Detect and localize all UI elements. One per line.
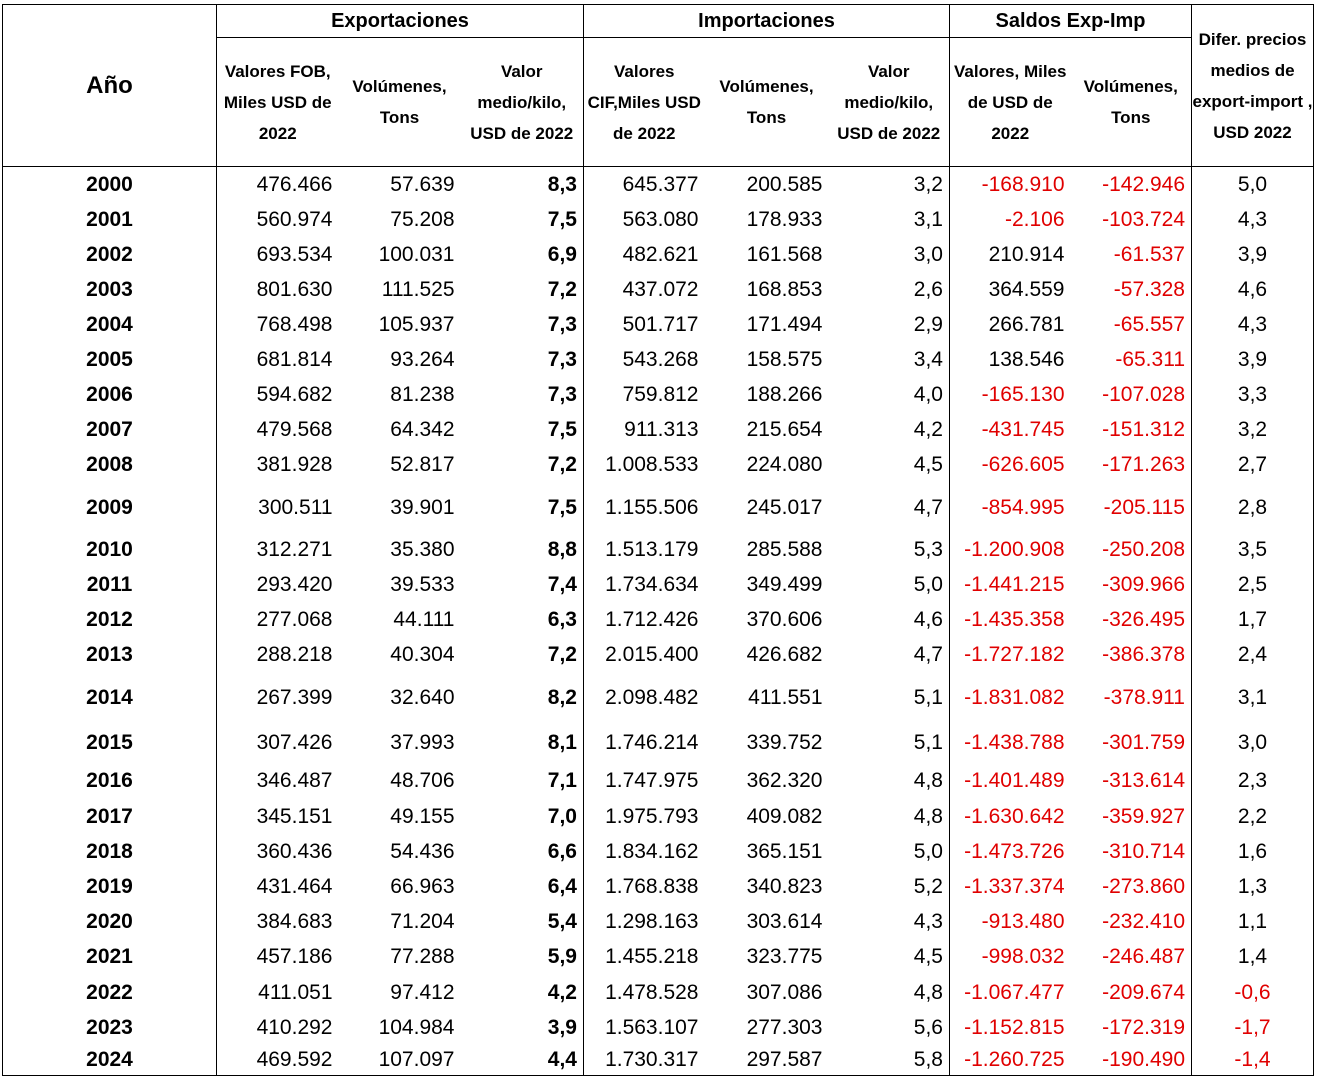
cell-difer: 2,2 [1192, 799, 1314, 835]
cell-imp-valores: 1.768.838 [584, 870, 705, 905]
cell-exp-valor-medio: 7,2 [547, 278, 577, 301]
cell-sal-volumenes: -310.714 [1102, 840, 1185, 863]
cell-imp-volumenes: 297.587 [705, 1046, 829, 1076]
cell-sal-valores: -998.032 [950, 940, 1071, 975]
cell-imp-valores: 543.268 [584, 343, 705, 378]
cell-imp-volumenes: 365.151 [746, 840, 823, 863]
cell-imp-valor-medio: 2,9 [913, 313, 943, 336]
cell-imp-volumenes: 370.606 [746, 608, 823, 631]
table-row [3, 870, 1314, 905]
cell-year: 2012 [3, 603, 217, 638]
cell-imp-volumenes: 285.588 [746, 538, 823, 561]
cell-imp-volumenes: 340.823 [746, 875, 823, 898]
cell-exp-valor-medio: 5,4 [547, 910, 577, 933]
cell-imp-volumenes: 245.017 [746, 495, 823, 519]
table-row [3, 568, 1314, 603]
cell-sal-valores: -626.605 [950, 448, 1071, 483]
cell-imp-volumenes: 178.933 [746, 208, 823, 231]
table-row [3, 483, 1314, 533]
cell-sal-valores: -913.480 [950, 905, 1071, 940]
cell-imp-valores: 1.155.506 [584, 483, 705, 533]
cell-exp-valor-medio: 8,2 [547, 685, 577, 709]
cell-imp-volumenes: 349.499 [746, 573, 823, 596]
cell-difer: 1,3 [1192, 870, 1314, 905]
table-row [3, 238, 1314, 273]
cell-imp-valor-medio: 4,8 [913, 768, 943, 792]
cell-year: 2017 [3, 799, 217, 835]
cell-imp-valor-medio: 4,5 [913, 453, 943, 476]
cell-sal-volumenes: -378.911 [1103, 685, 1185, 709]
table-row [3, 603, 1314, 638]
cell-sal-volumenes: -65.311 [1115, 348, 1185, 371]
cell-imp-valores: 501.717 [584, 308, 705, 343]
cell-exp-valores: 360.436 [217, 835, 339, 870]
cell-sal-valores: -1.337.374 [950, 870, 1071, 905]
cell-exp-valores: 312.271 [217, 533, 339, 568]
cell-exp-valor-medio: 4,2 [547, 980, 577, 1004]
cell-year: 2019 [3, 870, 217, 905]
cell-difer: 4,3 [1192, 203, 1314, 238]
cell-sal-valores: -1.435.358 [950, 603, 1071, 638]
cell-sal-valores: -1.401.489 [950, 763, 1071, 799]
cell-imp-valores: 1.298.163 [584, 905, 705, 940]
cell-imp-valor-medio: 4,8 [913, 804, 943, 828]
cell-difer: 3,1 [1192, 673, 1314, 723]
header-exp-volumenes: Volúmenes, Tons [339, 38, 461, 167]
header-imp-valor-medio: Valor medio/kilo, USD de 2022 [829, 38, 950, 167]
cell-imp-volumenes: 158.575 [746, 348, 823, 371]
cell-exp-volumenes: 81.238 [390, 383, 455, 406]
cell-year: 2011 [3, 568, 217, 603]
table-row [3, 533, 1314, 568]
cell-sal-valores: -1.200.908 [950, 533, 1071, 568]
cell-sal-valores: -1.152.815 [950, 1011, 1071, 1046]
cell-exp-valor-medio: 3,9 [547, 1016, 577, 1039]
cell-sal-volumenes: -151.312 [1102, 418, 1185, 441]
cell-imp-volumenes: 171.494 [746, 313, 823, 336]
cell-imp-valor-medio: 5,6 [913, 1016, 943, 1039]
cell-difer: -1,4 [1192, 1046, 1314, 1076]
cell-imp-valores: 1.513.179 [584, 533, 705, 568]
cell-exp-volumenes: 39.901 [390, 495, 455, 519]
table-row [3, 1046, 1314, 1076]
cell-year: 2002 [3, 238, 217, 273]
cell-year: 2010 [3, 533, 217, 568]
cell-year: 2014 [3, 673, 217, 723]
cell-imp-valores: 1.563.107 [584, 1011, 705, 1046]
cell-imp-valor-medio: 4,7 [913, 643, 943, 666]
cell-imp-valores: 1.746.214 [584, 723, 705, 763]
cell-imp-volumenes: 161.568 [746, 243, 823, 266]
cell-imp-valor-medio: 3,0 [913, 243, 943, 266]
cell-year: 2000 [3, 167, 217, 203]
cell-imp-volumenes: 409.082 [746, 804, 823, 828]
table-row [3, 799, 1314, 835]
header-exportaciones: Exportaciones [217, 5, 584, 38]
cell-exp-volumenes: 35.380 [390, 538, 455, 561]
cell-imp-valor-medio: 5,0 [913, 840, 943, 863]
cell-imp-valor-medio: 4,3 [913, 910, 943, 933]
cell-exp-valor-medio: 7,3 [547, 348, 577, 371]
cell-imp-valor-medio: 4,8 [913, 980, 943, 1004]
cell-difer: 2,4 [1192, 638, 1314, 673]
cell-imp-volumenes: 188.266 [746, 383, 823, 406]
cell-exp-volumenes: 93.264 [390, 348, 455, 371]
cell-year: 2022 [3, 975, 217, 1011]
cell-imp-valor-medio: 5,1 [913, 730, 943, 754]
cell-difer: 1,7 [1192, 603, 1314, 638]
cell-exp-volumenes: 39.533 [390, 573, 455, 596]
cell-imp-valor-medio: 4,6 [913, 608, 943, 631]
cell-imp-valores: 482.621 [584, 238, 705, 273]
cell-imp-valores: 1.455.218 [584, 940, 705, 975]
cell-exp-valores: 267.399 [217, 673, 339, 723]
cell-exp-valores: 457.186 [217, 940, 339, 975]
trade-table [2, 4, 1314, 1076]
cell-imp-volumenes: 426.682 [746, 643, 823, 666]
table-row [3, 203, 1314, 238]
cell-exp-volumenes: 75.208 [390, 208, 455, 231]
header-sal-valores: Valores, Miles de USD de 2022 [950, 38, 1071, 167]
cell-sal-volumenes: -61.537 [1113, 243, 1185, 266]
cell-year: 2021 [3, 940, 217, 975]
cell-imp-valores: 2.015.400 [584, 638, 705, 673]
table-row [3, 1011, 1314, 1046]
cell-exp-valores: 469.592 [217, 1046, 339, 1076]
cell-sal-valores: -1.727.182 [950, 638, 1071, 673]
cell-exp-valores: 300.511 [217, 483, 339, 533]
cell-imp-valores: 1.008.533 [584, 448, 705, 483]
header-imp-valores: Valores CIF,Miles USD de 2022 [584, 38, 705, 167]
cell-sal-valores: 138.546 [950, 343, 1071, 378]
cell-sal-volumenes: -359.927 [1102, 804, 1185, 828]
cell-sal-valores: -1.067.477 [950, 975, 1071, 1011]
cell-sal-valores: -1.473.726 [950, 835, 1071, 870]
cell-exp-valores: 277.068 [217, 603, 339, 638]
cell-difer: -0,6 [1192, 975, 1314, 1011]
cell-year: 2007 [3, 413, 217, 448]
header-difer: Difer. precios medios de export-import , USD 2022 [1192, 5, 1314, 167]
cell-difer: 3,5 [1192, 533, 1314, 568]
cell-exp-valor-medio: 7,5 [547, 418, 577, 441]
cell-imp-valores: 563.080 [584, 203, 705, 238]
cell-exp-volumenes: 71.204 [390, 910, 455, 933]
cell-year: 2020 [3, 905, 217, 940]
cell-difer: 1,4 [1192, 940, 1314, 975]
table-row [3, 343, 1314, 378]
cell-exp-valor-medio: 7,3 [547, 383, 577, 406]
cell-imp-volumenes: 303.614 [746, 910, 823, 933]
header-imp-volumenes: Volúmenes, Tons [705, 38, 829, 167]
cell-year: 2013 [3, 638, 217, 673]
cell-exp-valor-medio: 7,1 [547, 768, 577, 792]
cell-sal-valores: -1.260.725 [950, 1046, 1071, 1076]
cell-difer: 1,6 [1192, 835, 1314, 870]
cell-exp-valores: 288.218 [217, 638, 339, 673]
table-row [3, 413, 1314, 448]
cell-imp-valores: 1.734.634 [584, 568, 705, 603]
cell-sal-volumenes: -326.495 [1102, 608, 1185, 631]
cell-sal-valores: -1.438.788 [950, 723, 1071, 763]
cell-year: 2004 [3, 308, 217, 343]
cell-imp-valores: 759.812 [584, 378, 705, 413]
cell-exp-valor-medio: 5,9 [547, 945, 577, 968]
cell-exp-valor-medio: 8,1 [547, 730, 577, 754]
cell-exp-valores: 693.534 [217, 238, 339, 273]
cell-exp-valores: 293.420 [217, 568, 339, 603]
cell-sal-valores: -165.130 [950, 378, 1071, 413]
cell-exp-valor-medio: 6,4 [547, 875, 577, 898]
table-row [3, 723, 1314, 763]
cell-imp-valores: 1.834.162 [584, 835, 705, 870]
cell-exp-volumenes: 107.097 [339, 1046, 461, 1076]
cell-exp-valor-medio: 4,4 [461, 1046, 584, 1076]
table-row [3, 167, 1314, 203]
cell-exp-valores: 801.630 [217, 273, 339, 308]
cell-year: 2003 [3, 273, 217, 308]
cell-year: 2009 [3, 483, 217, 533]
cell-exp-valores: 410.292 [217, 1011, 339, 1046]
cell-sal-volumenes: -57.328 [1113, 278, 1185, 301]
cell-exp-volumenes: 37.993 [390, 730, 455, 754]
cell-imp-valor-medio: 4,0 [913, 383, 943, 406]
cell-exp-volumenes: 66.963 [390, 875, 455, 898]
cell-difer: 4,6 [1192, 273, 1314, 308]
cell-year: 2005 [3, 343, 217, 378]
cell-exp-volumenes: 49.155 [390, 804, 455, 828]
cell-difer: 1,1 [1192, 905, 1314, 940]
cell-sal-volumenes: -103.724 [1102, 208, 1185, 231]
cell-imp-valores: 1.747.975 [584, 763, 705, 799]
cell-imp-valores: 911.313 [584, 413, 705, 448]
cell-sal-volumenes: -313.614 [1102, 768, 1185, 792]
cell-exp-valor-medio: 6,6 [547, 840, 577, 863]
cell-imp-valores: 437.072 [584, 273, 705, 308]
cell-sal-volumenes: -172.319 [1102, 1016, 1185, 1039]
cell-imp-valores: 1.975.793 [584, 799, 705, 835]
cell-difer: 3,2 [1192, 413, 1314, 448]
cell-exp-volumenes: 48.706 [390, 768, 455, 792]
cell-difer: 2,3 [1192, 763, 1314, 799]
cell-imp-volumenes: 200.585 [746, 172, 823, 196]
cell-imp-volumenes: 224.080 [746, 453, 823, 476]
cell-year: 2023 [3, 1011, 217, 1046]
table-row [3, 905, 1314, 940]
cell-exp-valor-medio: 7,5 [547, 208, 577, 231]
cell-sal-volumenes: -273.860 [1102, 875, 1185, 898]
cell-exp-valores: 381.928 [217, 448, 339, 483]
table-row [3, 835, 1314, 870]
cell-sal-valores: -1.630.642 [950, 799, 1071, 835]
cell-exp-volumenes: 40.304 [390, 643, 455, 666]
cell-imp-volumenes: 411.551 [748, 685, 823, 709]
cell-exp-volumenes: 97.412 [390, 980, 455, 1004]
cell-difer: 3,9 [1192, 343, 1314, 378]
cell-sal-volumenes: -309.966 [1102, 573, 1185, 596]
cell-sal-valores: -431.745 [950, 413, 1071, 448]
cell-sal-volumenes: -65.557 [1113, 313, 1185, 336]
cell-imp-valor-medio: 4,2 [913, 418, 943, 441]
cell-imp-valor-medio: 5,8 [829, 1046, 950, 1076]
cell-exp-volumenes: 64.342 [390, 418, 455, 441]
cell-year: 2015 [3, 723, 217, 763]
cell-year: 2018 [3, 835, 217, 870]
cell-exp-valores: 384.683 [217, 905, 339, 940]
cell-sal-valores: -2.106 [950, 203, 1071, 238]
cell-imp-volumenes: 362.320 [746, 768, 823, 792]
cell-exp-volumenes: 111.525 [381, 278, 455, 301]
cell-sal-volumenes: -209.674 [1102, 980, 1185, 1004]
cell-imp-valor-medio: 4,7 [913, 495, 943, 519]
cell-exp-volumenes: 77.288 [390, 945, 455, 968]
cell-year: 2024 [3, 1046, 217, 1076]
cell-imp-valores: 1.712.426 [584, 603, 705, 638]
cell-year: 2016 [3, 763, 217, 799]
cell-sal-volumenes: -107.028 [1102, 383, 1185, 406]
cell-exp-valor-medio: 7,2 [547, 643, 577, 666]
cell-exp-volumenes: 32.640 [390, 685, 455, 709]
table-row [3, 975, 1314, 1011]
cell-exp-valores: 560.974 [217, 203, 339, 238]
cell-imp-valores: 1.730.317 [584, 1046, 705, 1076]
table-row [3, 673, 1314, 723]
cell-exp-volumenes: 54.436 [390, 840, 455, 863]
cell-exp-valores: 307.426 [217, 723, 339, 763]
table-row [3, 940, 1314, 975]
header-exp-valor-medio: Valor medio/kilo, USD de 2022 [461, 38, 584, 167]
cell-imp-valor-medio: 5,0 [913, 573, 943, 596]
cell-sal-volumenes: -246.487 [1102, 945, 1185, 968]
cell-sal-volumenes: -205.115 [1103, 495, 1185, 519]
cell-imp-volumenes: 339.752 [746, 730, 823, 754]
cell-exp-valor-medio: 8,3 [547, 172, 577, 196]
cell-imp-volumenes: 323.775 [746, 945, 823, 968]
cell-exp-valores: 346.487 [217, 763, 339, 799]
cell-year: 2006 [3, 378, 217, 413]
cell-sal-volumenes: -301.759 [1102, 730, 1185, 754]
cell-imp-valor-medio: 3,4 [913, 348, 943, 371]
cell-exp-valores: 768.498 [217, 308, 339, 343]
cell-sal-volumenes: -250.208 [1102, 538, 1185, 561]
cell-imp-valor-medio: 5,2 [913, 875, 943, 898]
header-year: Año [3, 5, 217, 167]
cell-sal-volumenes: -171.263 [1102, 453, 1185, 476]
cell-difer: 2,7 [1192, 448, 1314, 483]
cell-exp-valores: 681.814 [217, 343, 339, 378]
cell-difer: 2,8 [1192, 483, 1314, 533]
cell-sal-valores: -1.831.082 [950, 673, 1071, 723]
cell-imp-valores: 2.098.482 [584, 673, 705, 723]
cell-exp-valores: 431.464 [217, 870, 339, 905]
cell-exp-valores: 476.466 [217, 167, 339, 203]
cell-sal-valores: -168.910 [950, 167, 1071, 203]
cell-exp-valor-medio: 7,5 [547, 495, 577, 519]
cell-difer: 3,0 [1192, 723, 1314, 763]
cell-sal-valores: -854.995 [950, 483, 1071, 533]
header-exp-valores: Valores FOB, Miles USD de 2022 [217, 38, 339, 167]
table-row [3, 763, 1314, 799]
cell-exp-volumenes: 105.937 [378, 313, 455, 336]
cell-imp-valor-medio: 2,6 [913, 278, 943, 301]
cell-exp-volumenes: 104.984 [378, 1016, 455, 1039]
table-row [3, 273, 1314, 308]
header-sal-volumenes: Volúmenes, Tons [1071, 38, 1192, 167]
cell-sal-valores: 210.914 [950, 238, 1071, 273]
cell-exp-volumenes: 44.111 [393, 608, 455, 631]
cell-exp-valor-medio: 6,9 [547, 243, 577, 266]
cell-exp-valor-medio: 7,3 [547, 313, 577, 336]
cell-imp-valor-medio: 5,1 [913, 685, 943, 709]
cell-imp-valor-medio: 3,1 [913, 208, 943, 231]
header-saldos: Saldos Exp-Imp [950, 5, 1192, 38]
cell-imp-valor-medio: 5,3 [913, 538, 943, 561]
cell-imp-volumenes: 277.303 [746, 1016, 823, 1039]
cell-exp-valor-medio: 8,8 [547, 538, 577, 561]
cell-difer: 5,0 [1192, 167, 1314, 203]
cell-difer: 2,5 [1192, 568, 1314, 603]
cell-imp-valores: 645.377 [584, 167, 705, 203]
cell-imp-valor-medio: 3,2 [913, 172, 943, 196]
cell-imp-volumenes: 307.086 [746, 980, 823, 1004]
cell-exp-valores: 345.151 [217, 799, 339, 835]
header-importaciones: Importaciones [584, 5, 950, 38]
cell-sal-volumenes: -190.490 [1071, 1046, 1192, 1076]
cell-exp-valores: 411.051 [217, 975, 339, 1011]
cell-exp-valores: 479.568 [217, 413, 339, 448]
table-row [3, 308, 1314, 343]
cell-exp-volumenes: 100.031 [378, 243, 455, 266]
cell-difer: 3,9 [1192, 238, 1314, 273]
cell-imp-valor-medio: 4,5 [913, 945, 943, 968]
cell-exp-valor-medio: 7,2 [547, 453, 577, 476]
cell-exp-volumenes: 57.639 [390, 172, 455, 196]
cell-exp-volumenes: 52.817 [390, 453, 455, 476]
cell-exp-valor-medio: 6,3 [547, 608, 577, 631]
cell-exp-valores: 594.682 [217, 378, 339, 413]
cell-imp-volumenes: 215.654 [746, 418, 823, 441]
cell-imp-volumenes: 168.853 [746, 278, 823, 301]
cell-sal-valores: -1.441.215 [950, 568, 1071, 603]
table-body [3, 167, 1314, 1076]
cell-sal-valores: 266.781 [950, 308, 1071, 343]
cell-difer: 4,3 [1192, 308, 1314, 343]
cell-difer: -1,7 [1192, 1011, 1314, 1046]
table-row [3, 448, 1314, 483]
cell-year: 2008 [3, 448, 217, 483]
cell-sal-volumenes: -232.410 [1102, 910, 1185, 933]
cell-imp-valores: 1.478.528 [584, 975, 705, 1011]
table-row [3, 378, 1314, 413]
cell-difer: 3,3 [1192, 378, 1314, 413]
cell-exp-valor-medio: 7,0 [547, 804, 577, 828]
cell-sal-volumenes: -142.946 [1102, 172, 1185, 196]
table-row [3, 638, 1314, 673]
cell-sal-volumenes: -386.378 [1102, 643, 1185, 666]
cell-exp-valor-medio: 7,4 [547, 573, 577, 596]
cell-year: 2001 [3, 203, 217, 238]
cell-sal-valores: 364.559 [950, 273, 1071, 308]
